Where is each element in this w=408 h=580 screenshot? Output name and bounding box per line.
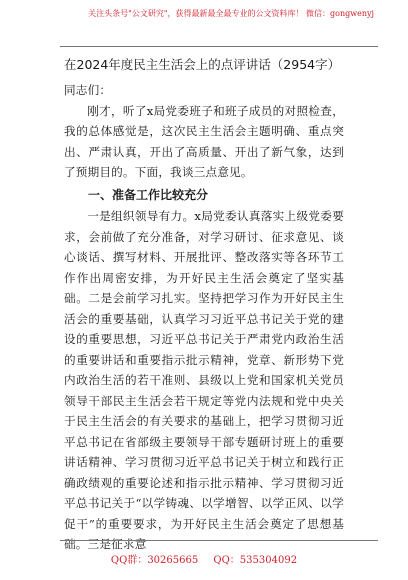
document-body (64, 80, 344, 555)
document-title: 在2024年度民主生活会上的点评讲话（2954字） (64, 57, 341, 72)
page-header (0, 6, 408, 46)
page-footer (0, 540, 408, 570)
footer-qq-group: QQ群：30265665 (110, 555, 199, 566)
footer-divider (60, 540, 378, 541)
footer-contact (0, 551, 408, 566)
header-promo-text: 关注头条号"公文研究"，获得最新最全最专业的公文资料库！ 微信：gongwenyj (88, 9, 374, 18)
footer-qq: QQ：535304092 (213, 555, 298, 566)
intro-paragraph: 刚才，听了x局党委班子和班子成员的对照检查，我的总体感觉是，这次民主生活会主题明确、重点突出、严肃认真，开出了高质量、开出了新气象，达到了预期目的。下面，我谈三点意见。 (64, 103, 344, 179)
section-heading: 一、准备工作比较充分 (88, 187, 209, 202)
header-divider (60, 46, 378, 47)
salutation: 同志们： (64, 83, 112, 97)
section-paragraph: 一是组织领导有力。x局党委认真落实上级党委要求，会前做了充分准备，对学习研讨、征求意见、谈心谈话、撰写材料、开展批评、整改落实等各环节工作作出周密安排，为开好民主生活会奠定了坚实基础。二是会前学习扎实。坚持把学习作为开好民主生活会的重要基础，认真学习习近平总书记关于党的建设的重要思想，习近平总书记关于严肃党内政治生活的重要讲话和重要指示批示精神，党章、新形势下党内政治生活的若干准则、县级以上党和国家机关党员领导干部民主生活会若干规定等党内法规和党中央关于民主生活会的有关要求的基础上，把学习贯彻习近平总书记在省部级主要领导干部专题研讨班上的重要讲话精神、学习贯彻习近平总书记关于树立和践行正确政绩观的重要论述和指示批示精神、学习贯彻习近平总书记关于“以学铸魂、以学增智、以学正风、以学促干”的重要要求，为开好民主生活会奠定了思想基础。三是征求意 (64, 209, 344, 551)
